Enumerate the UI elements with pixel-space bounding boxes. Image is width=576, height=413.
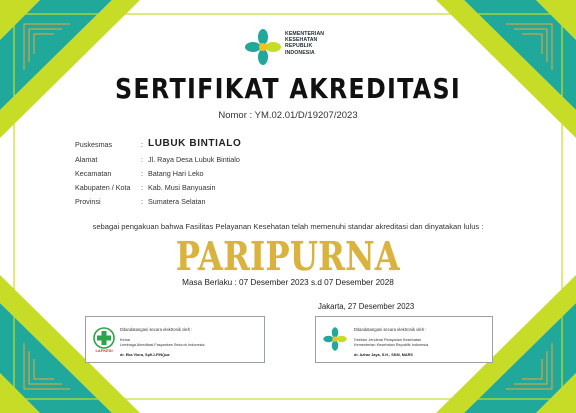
logo-line: KEMENTERIAN [285, 31, 325, 37]
accreditation-status: PARIPURNA [175, 234, 401, 280]
provinsi-value: Sumatera Selatan [148, 197, 206, 206]
signed-text: Ditandatangani secara elektronik oleh : [354, 327, 427, 332]
alamat-value: Jl. Raya Desa Lubuk Bintialo [148, 155, 240, 164]
separator: : [141, 183, 143, 192]
provinsi-label: Provinsi [75, 197, 101, 206]
kemenkes-logo-icon [243, 27, 283, 67]
signer-role-line: Lembaga Akreditasi Fasyankes Seluruh Indonesia [120, 343, 205, 347]
certificate-title: SERTIFIKAT AKREDITASI [114, 72, 462, 105]
puskesmas-label: Puskesmas [75, 140, 113, 149]
separator: : [141, 169, 143, 178]
signer-role [120, 338, 250, 348]
kemenkes-logo-icon [322, 326, 348, 352]
acknowledgement-text: sebagai pengakuan bahwa Fasilitas Pelayanan Kesehatan telah memenuhi standar akreditasi dan dinyatakan lulus : [92, 222, 484, 231]
signed-text: Ditandatangani secara elektronik oleh : [120, 327, 193, 332]
logo-line: KESEHATAN [285, 37, 318, 44]
kemenkes-logo-text [285, 31, 324, 56]
certificate-number: Nomor : YM.02.01/D/19207/2023 [218, 110, 358, 121]
signer-role [354, 338, 484, 348]
signer-role-line: Kementerian Kesehatan Republik Indonesia [354, 343, 429, 347]
alamat-label: Alamat [75, 155, 98, 164]
kecamatan-value: Batang Hari Leko [148, 169, 204, 178]
separator: : [141, 155, 143, 164]
logo-line: INDONESIA [285, 49, 315, 56]
kabupaten-value: Kab. Musi Banyuasin [148, 183, 216, 192]
signer-name: dr. Eka Viora, SpKJ-FINQua [120, 353, 170, 357]
logo-line: REPUBLIK [285, 43, 313, 50]
validity-period: Masa Berlaku : 07 Desember 2023 s.d 07 Desember 2028 [182, 278, 394, 287]
signature-box-right [315, 316, 493, 363]
lafkesi-logo-icon [92, 327, 116, 353]
signer-role-line: Ketua [120, 338, 130, 342]
signer-name: dr. Azhar Jaya, S.H., SKM, MARS [354, 353, 413, 357]
puskesmas-value: LUBUK BINTIALO [148, 138, 242, 149]
signer-role-line: Direktur Jenderal Pelayanan Kesehatan [354, 338, 422, 342]
kecamatan-label: Kecamatan [75, 169, 112, 178]
place-date: Jakarta, 27 Desember 2023 [318, 302, 415, 311]
signature-box-left [85, 316, 265, 363]
separator: : [141, 197, 143, 206]
lafkesi-caption: LAFKESI [95, 348, 113, 353]
kabupaten-label: Kabupaten / Kota [75, 183, 131, 192]
separator: : [141, 140, 143, 149]
